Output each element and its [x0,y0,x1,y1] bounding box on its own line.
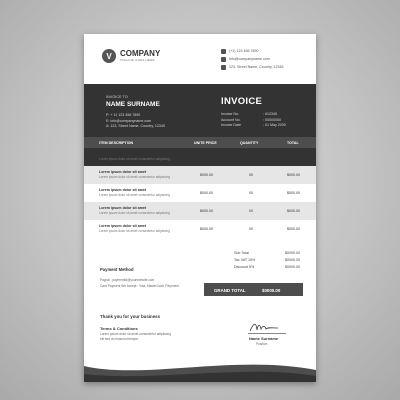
item-subtitle: Lorem ipsum dolor sit amet consectetur adipiscing [99,229,170,233]
item-subtitle: Lorem ipsum dolor sit amet consectetur adipiscing [99,157,170,161]
item-subtitle: Lorem ipsum dolor sit amet consectetur adipiscing [99,175,170,179]
summary-row [234,258,300,265]
item-subtitle: Lorem ipsum dolor sit amet consectetur adipiscing [99,193,170,197]
contact-email: info@companyname.com [229,57,270,61]
item-title: Lorem ipsum dolor sit amet [99,170,147,174]
table-row [84,166,316,184]
signature-scribble [248,320,288,334]
totals-summary [234,251,300,272]
meta-value: : 01 May 2030 [263,123,286,127]
item-price: $000.00 [200,191,213,195]
contact-phone: (+1) 123 456 7890 [229,49,259,53]
summary-row [234,265,300,272]
invoice-page [84,34,316,382]
meta-value: : 00000000 [263,117,281,122]
summary-value: $0000.00 [285,258,300,262]
item-title: Lorem ipsum dolor sit amet [99,206,147,210]
item-price: $000.00 [200,155,213,159]
header-unit-price: UNITE PRICE [194,141,217,145]
item-title: Lorem ipsum dolor sit amet [99,152,147,156]
grand-total-value: $0000.00 [262,287,281,293]
payment-cards: Card Payment We Accept : Visa, MasterCard, Payoneer [100,283,180,288]
table-row [84,220,316,238]
terms-line: Lorem ipsum dolor sit amet consectetur adipiscing [100,332,171,336]
client-phone: P: + 11 123 456 7890 [106,113,141,117]
company-name: COMPANY [120,49,161,58]
table-row [84,184,316,202]
payment-paypal: Paypal : paymentid@yourwebsite.com [100,278,155,282]
item-price: $000.00 [200,227,213,231]
header-quantity: QUANTITY [240,141,259,145]
item-total: $000.00 [287,191,300,195]
summary-key: Tax VAT 15% [234,258,256,262]
logo-v-icon: V [102,49,116,63]
grand-total-bar [204,283,303,296]
meta-value: : #12345 [263,112,277,116]
client-name: NAME SURNAME [106,101,160,108]
summary-row [234,251,300,258]
header-item-description: ITEM DESCRIPTION [99,141,134,145]
company-tagline: TAGLINE GOES HERE [120,58,155,62]
item-total: $000.00 [287,209,300,213]
summary-key: Sub Total [234,251,249,255]
company-logo [102,49,160,63]
location-icon [221,65,226,70]
contact-row [221,55,283,63]
item-total: $000.00 [287,227,300,231]
item-total: $000.00 [287,155,300,159]
item-qty: 00 [249,155,253,159]
summary-key: Discount 5% [234,265,255,269]
terms-text [100,332,171,342]
payment-details [100,278,179,289]
signer-name: Name Surname [249,336,279,341]
item-price: $000.00 [200,209,213,213]
item-qty: 00 [249,209,253,213]
header-total: TOTAL [287,141,299,145]
item-title: Lorem ipsum dolor sit amet [99,224,147,228]
grand-total-label: GRAND TOTAL [214,287,246,293]
meta-key: Invoice Date [221,123,241,127]
item-qty: 00 [249,173,253,177]
summary-value: $0000.00 [285,251,300,255]
payment-method-title: Payment Method [100,267,134,272]
item-subtitle: Lorem ipsum dolor sit amet consectetur adipiscing [99,211,170,215]
invoice-meta [221,112,286,129]
signature-line [248,333,286,334]
client-email: E: info@companyname.com [106,118,152,123]
company-contact [221,47,283,71]
meta-key: Account No. [221,117,241,122]
contact-row [221,63,283,71]
invoice-title: INVOICE [221,96,263,107]
client-info [106,113,165,130]
client-address: A: 123, Street Name, Country, 12345 [106,124,165,128]
table-header [84,137,316,148]
table-row [84,148,316,166]
table-row [84,202,316,220]
item-price: $000.00 [200,173,213,177]
phone-icon [221,49,226,54]
contact-address: 123, Street Name, Country, 12345 [229,65,284,69]
terms-title: Terms & Conditions [100,326,138,331]
terms-line: elit sed do eiusmod tempor [100,337,139,341]
meta-key: Invoice No. [221,112,239,116]
signer-position: Position [256,342,268,346]
summary-value: $0000.00 [285,265,300,269]
item-qty: 00 [249,191,253,195]
thank-you-note: Thank you for your business [100,314,161,319]
email-icon [221,57,226,62]
item-title: Lorem ipsum dolor sit amet [99,188,147,192]
footer-wave [84,352,316,382]
invoice-to-label: INVOICE TO [106,95,128,99]
item-qty: 00 [249,227,253,231]
meta-row [221,123,286,129]
item-total: $000.00 [287,173,300,177]
contact-row [221,47,283,55]
